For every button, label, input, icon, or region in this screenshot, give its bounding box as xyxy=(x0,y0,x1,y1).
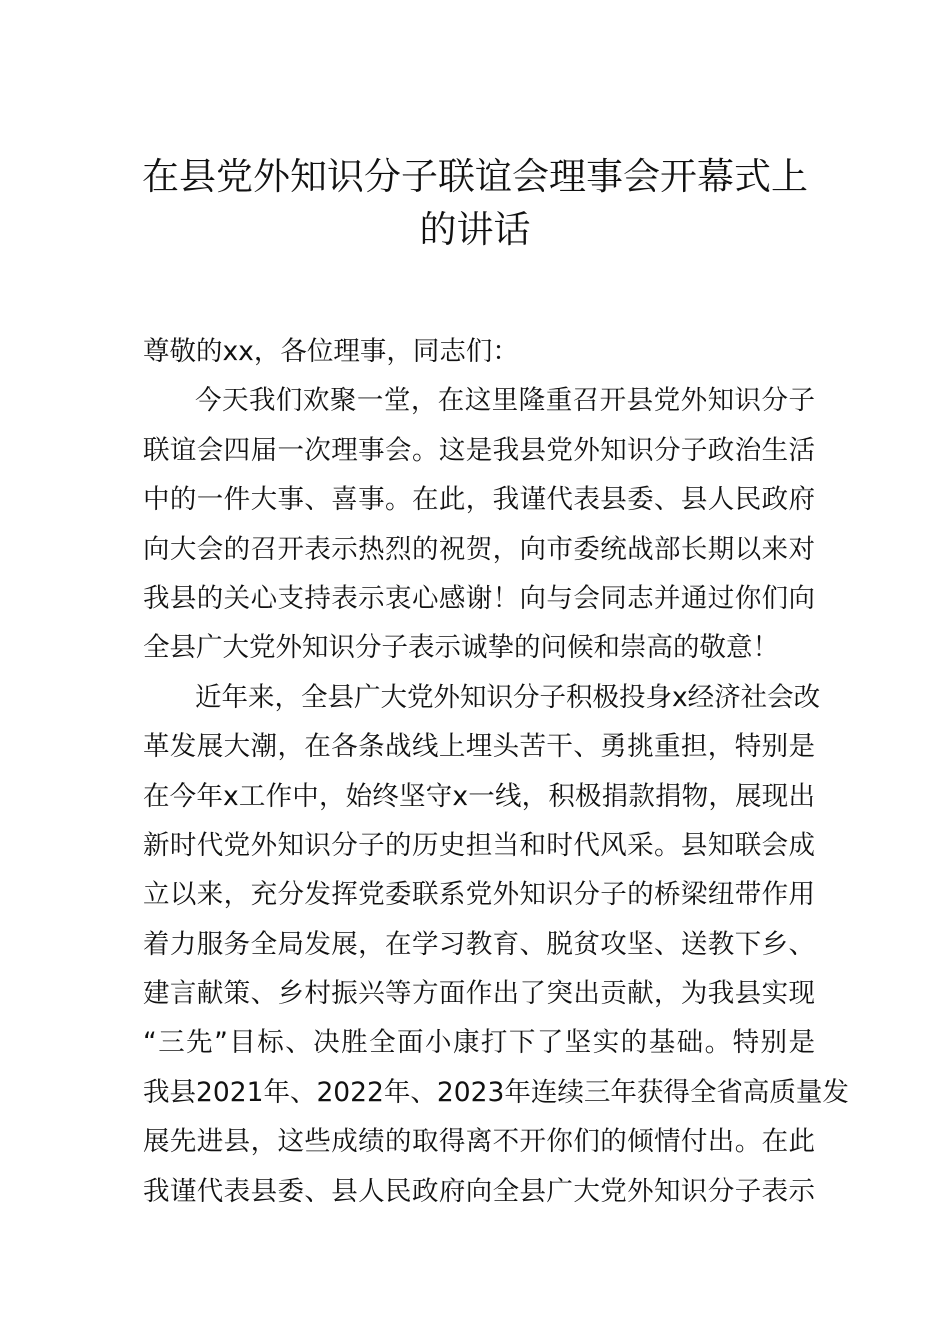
document-title xyxy=(140,150,810,256)
paragraph-1 xyxy=(143,376,815,672)
paragraph-line: 革发展大潮，在各条战线上埋头苦干、勇挑重担，特别是 xyxy=(143,731,815,763)
paragraph-line: 我县2021年、2022年、2023年连续三年获得全省高质量发 xyxy=(143,1076,849,1108)
paragraph-line: 向大会的召开表示热烈的祝贺，向市委统战部长期以来对 xyxy=(143,533,815,565)
paragraph-line: 全县广大党外知识分子表示诚挚的问候和崇高的敬意！ xyxy=(143,632,779,664)
paragraph-2 xyxy=(143,673,849,1216)
paragraph-line: 我县的关心支持表示衷心感谢！向与会同志并通过你们向 xyxy=(143,582,815,614)
paragraph-line: 立以来，充分发挥党委联系党外知识分子的桥梁纽带作用 xyxy=(143,879,815,911)
title-line-2: 的讲话 xyxy=(419,208,531,251)
paragraph-line: 今天我们欢聚一堂，在这里隆重召开县党外知识分子 xyxy=(195,385,815,417)
paragraph-line: 展先进县，这些成绩的取得离不开你们的倾情付出。在此 xyxy=(143,1126,815,1158)
title-line-1: 在县党外知识分子联谊会理事会开幕式上 xyxy=(142,155,808,198)
paragraph-line: 在今年x工作中，始终坚守x一线，积极捐款捐物，展现出 xyxy=(143,780,815,812)
paragraph-line: 近年来，全县广大党外知识分子积极投身x经济社会改 xyxy=(195,681,821,713)
salutation: 尊敬的xx，各位理事，同志们： xyxy=(143,336,519,367)
document-body xyxy=(143,327,849,1216)
paragraph-line: 我谨代表县委、县人民政府向全县广大党外知识分子表示 xyxy=(143,1175,815,1207)
paragraph-line: 新时代党外知识分子的历史担当和时代风采。县知联会成 xyxy=(143,829,815,861)
paragraph-line: 中的一件大事、喜事。在此，我谨代表县委、县人民政府 xyxy=(143,484,815,516)
paragraph-line: 建言献策、乡村振兴等方面作出了突出贡献，为我县实现 xyxy=(143,978,815,1010)
paragraph-line: 联谊会四届一次理事会。这是我县党外知识分子政治生活 xyxy=(143,434,815,466)
paragraph-line: 着力服务全局发展，在学习教育、脱贫攻坚、送教下乡、 xyxy=(143,928,815,960)
paragraph-line: “三先”目标、决胜全面小康打下了坚实的基础。特别是 xyxy=(143,1027,815,1059)
